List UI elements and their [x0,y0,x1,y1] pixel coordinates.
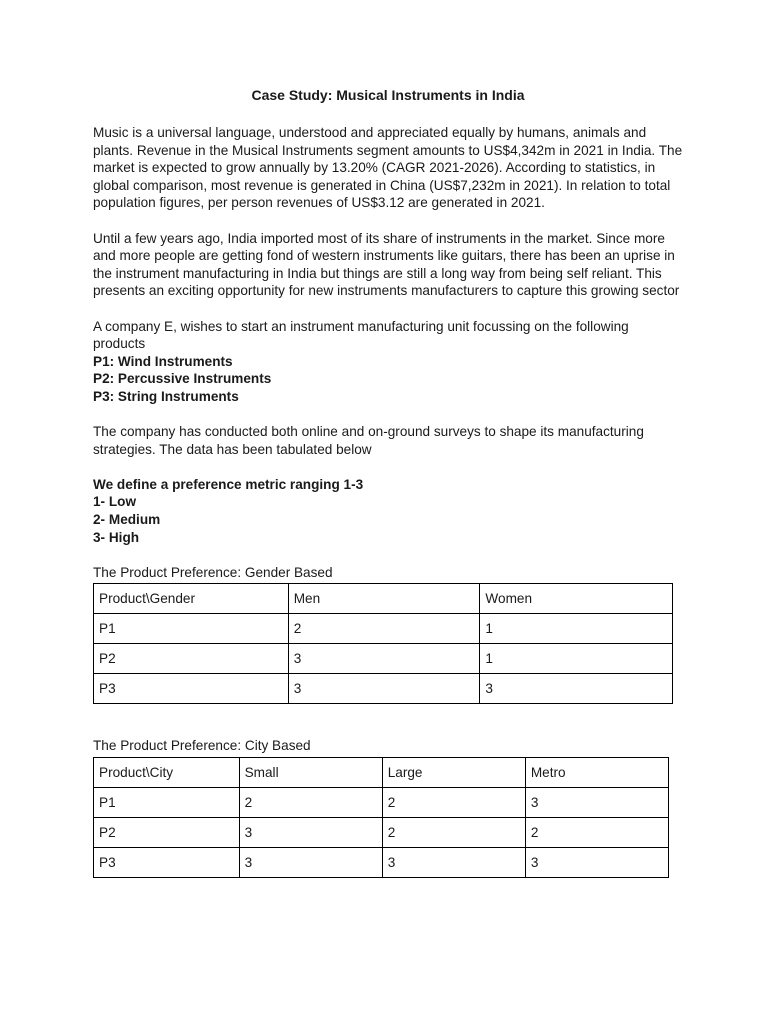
product-p2: P2: Percussive Instruments [93,371,272,387]
table-header-cell: Women [480,584,673,614]
table-row [94,788,669,818]
table-cell: 2 [239,788,382,818]
metric-level-high: 3- High [93,529,140,545]
table-cell: P3 [94,674,289,704]
product-p3: P3: String Instruments [93,388,239,404]
city-table-caption: The Product Preference: City Based [93,738,311,754]
table-header-row [94,758,669,788]
table-cell: 3 [480,674,673,704]
table-cell: 3 [525,848,668,878]
survey-paragraph: The company has conducted both online and on-ground surveys to shape its manufacturing strategies. The data has been tabulated below [93,424,644,457]
table-cell: P3 [94,848,240,878]
table-row [94,674,673,704]
table-cell: P1 [94,614,289,644]
import-paragraph: Until a few years ago, India imported most of its share of instruments in the market. Since more and more people are getting fond of western instruments like guitars, there has been an uprise in the instrument manufacturing in India but things are still a long way from being self reliant. This presents an exciting opportunity for new instruments manufacturers to capture this growing sector [93,230,680,299]
company-paragraph: A company E, wishes to start an instrument manufacturing unit focussing on the following products [93,318,629,352]
table-header-cell: Men [288,584,480,614]
table-header-cell: Product\City [94,758,240,788]
metric-level-medium: 2- Medium [93,512,161,528]
document-page [93,86,683,878]
gender-preference-table [93,583,673,704]
table-header-cell: Metro [525,758,668,788]
table-cell: 3 [382,848,525,878]
table-header-cell: Small [239,758,382,788]
table-cell: 1 [480,644,673,674]
table-row [94,614,673,644]
table-cell: 3 [288,674,480,704]
table-row [94,644,673,674]
table-cell: 2 [525,818,668,848]
table-cell: 2 [382,818,525,848]
table-cell: P2 [94,644,289,674]
table-row [94,848,669,878]
table-header-cell: Product\Gender [94,584,289,614]
document-title: Case Study: Musical Instruments in India [251,87,525,103]
table-cell: 1 [480,614,673,644]
table-cell: 3 [239,818,382,848]
intro-paragraph: Music is a universal language, understood and appreciated equally by humans, animals and plants. Revenue in the Musical Instruments segment amounts to US$4,342m in 2021 in India. The market is expected to grow annually by 13.20% (CAGR 2021-2026). According to statistics, in global comparison, most revenue is generated in China (US$7,232m in 2021). In relation to total population figures, per person revenues of US$3.12 are generated in 2021. [93,125,683,211]
table-cell: 2 [288,614,480,644]
table-cell: 3 [239,848,382,878]
metric-level-low: 1- Low [93,494,137,510]
table-cell: P1 [94,788,240,818]
product-p1: P1: Wind Instruments [93,353,233,369]
table-header-cell: Large [382,758,525,788]
gender-table-caption: The Product Preference: Gender Based [93,564,333,580]
table-cell: 2 [382,788,525,818]
table-cell: P2 [94,818,240,848]
table-row [94,818,669,848]
table-cell: 3 [525,788,668,818]
table-header-row [94,584,673,614]
city-preference-table [93,757,669,878]
table-cell: 3 [288,644,480,674]
metric-heading: We define a preference metric ranging 1-3 [93,476,364,492]
